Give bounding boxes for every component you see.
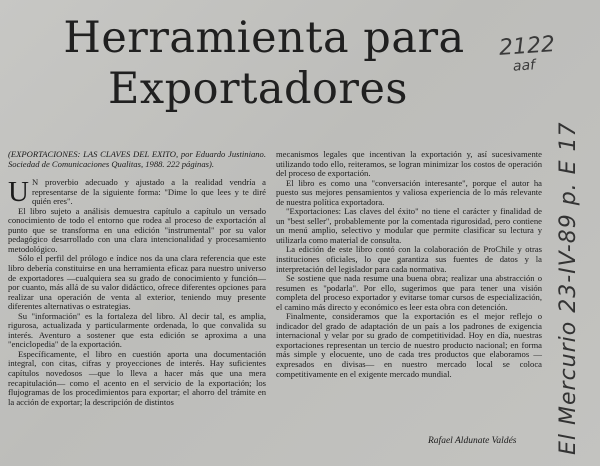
paragraph-2: El libro sujeto a análisis demuestra capítulo a capítulo un versado conocimiento de todo el entorno que rodea al proceso de exportación al punto que se transforma en una edición "instrumental" por su valor pedagógico desarrollado con una clara intencionalidad y procesamiento metodológico. — [8, 205, 266, 254]
paragraph-9: La edición de este libro contó con la colaboración de ProChile y otras instituciones oficiales, lo que garantiza sus fuentes de datos y la interpretación del legislador para cada normativa. — [276, 244, 542, 274]
handwritten-catalog-number: 2122 — [498, 32, 556, 61]
article-title-line-2: Exportadores — [107, 64, 408, 114]
book-citation: (EXPORTACIONES: LAS CLAVES DEL EXITO, por Eduardo Justiniano. Sociedad de Comunicaciones Qualitas, 1988. 222 páginas). — [8, 149, 266, 169]
paragraph-7: El libro es como una "conversación interesante", porque el autor ha puesto sus mejores pensamientos y valiosa experiencia de lo más relevante de nuestra política exportadora. — [276, 177, 542, 207]
paragraph-4: Su "información" es la fortaleza del libro. Al decir tal, es amplia, rigurosa, actualizada y particularmente ordenada, lo que convalida su interés. Aventuro a sostener que esta edición se aproxima a una "enciclopedia" de la exportación. — [8, 310, 266, 350]
author-signature: Rafael Aldunate Valdés — [428, 436, 517, 446]
article-column-left — [8, 150, 266, 407]
paragraph-1 — [8, 178, 266, 207]
article-title-line-1: Herramienta para — [63, 13, 465, 63]
paragraph-1-text: N proverbio adecuado y ajustado a la realidad vendría a representarse de la siguiente forma: "Dime lo que lees y te diré quién eres". — [31, 177, 266, 207]
paragraph-11: Finalmente, consideramos que la exportación es el mejor reflejo o indicador del grado de adaptación de un país a los padrones de exigencia internacional y velar por su grado de competitividad. Hoy en día, nuestras exportaciones representan un tercio de nuestro producto nacional; en forma más simple y elocuente, uno de cada tres productos que elaboramos —expresados en divisas— en nuestro mercado local se coloca competitivamente en el exigente mercado mundial. — [276, 311, 542, 379]
paragraph-8: "Exportaciones: Las claves del éxito" no tiene el carácter y finalidad de un "best seller", probablemente por la comentada rigurosidad, pero contiene un menú amplio, selectivo y modular que permite clasificar su lectura y utilizarla como material de consulta. — [276, 206, 542, 245]
paragraph-10: Se sostiene que nada resume una buena obra; realizar una abstracción o resumen es "podarla". Por ello, sugerimos que para tener una visión completa del proceso exportador y evitarse tomar cursos de especialización, el camino más directo y económico es leer esta obra con detención. — [276, 273, 542, 312]
handwritten-initials: aaf — [512, 57, 536, 75]
drop-cap: U — [8, 176, 29, 209]
paragraph-5: Específicamente, el libro en cuestión aporta una documentación integral, con citas, cifras y proyecciones de interés. Hay suficientes capítulos novedosos —que lo lleva a hacer más que una mera recapitulación— como el acento en el servicio de la exportación; los flujogramas de los procedimientos para exportar; el ahorro del trámite en la acción de exportar; la descripción de distintos — [8, 348, 266, 407]
paragraph-3: Sólo el perfil del prólogo e índice nos da una clara referencia que este libro debería constituirse en una herramienta eficaz para nuestro universo de exportadores —cualquiera sea su grado de conocimiento y función— por cuanto, más allá de su valor didáctico, ofrece diferentes opciones para realizar una operación de venta al exterior, teniendo muy presente diferentes alternativas o estrategias. — [8, 253, 266, 312]
article-column-right — [276, 150, 542, 379]
handwritten-source-note: El Mercurio 23-IV-89 p. E 17 — [556, 121, 581, 455]
paragraph-6: mecanismos legales que incentivan la exportación y, así sucesivamente utilizando todo ello, reiteramos, se logran minimizar los costos de operación del proceso de exportación. — [276, 149, 542, 179]
